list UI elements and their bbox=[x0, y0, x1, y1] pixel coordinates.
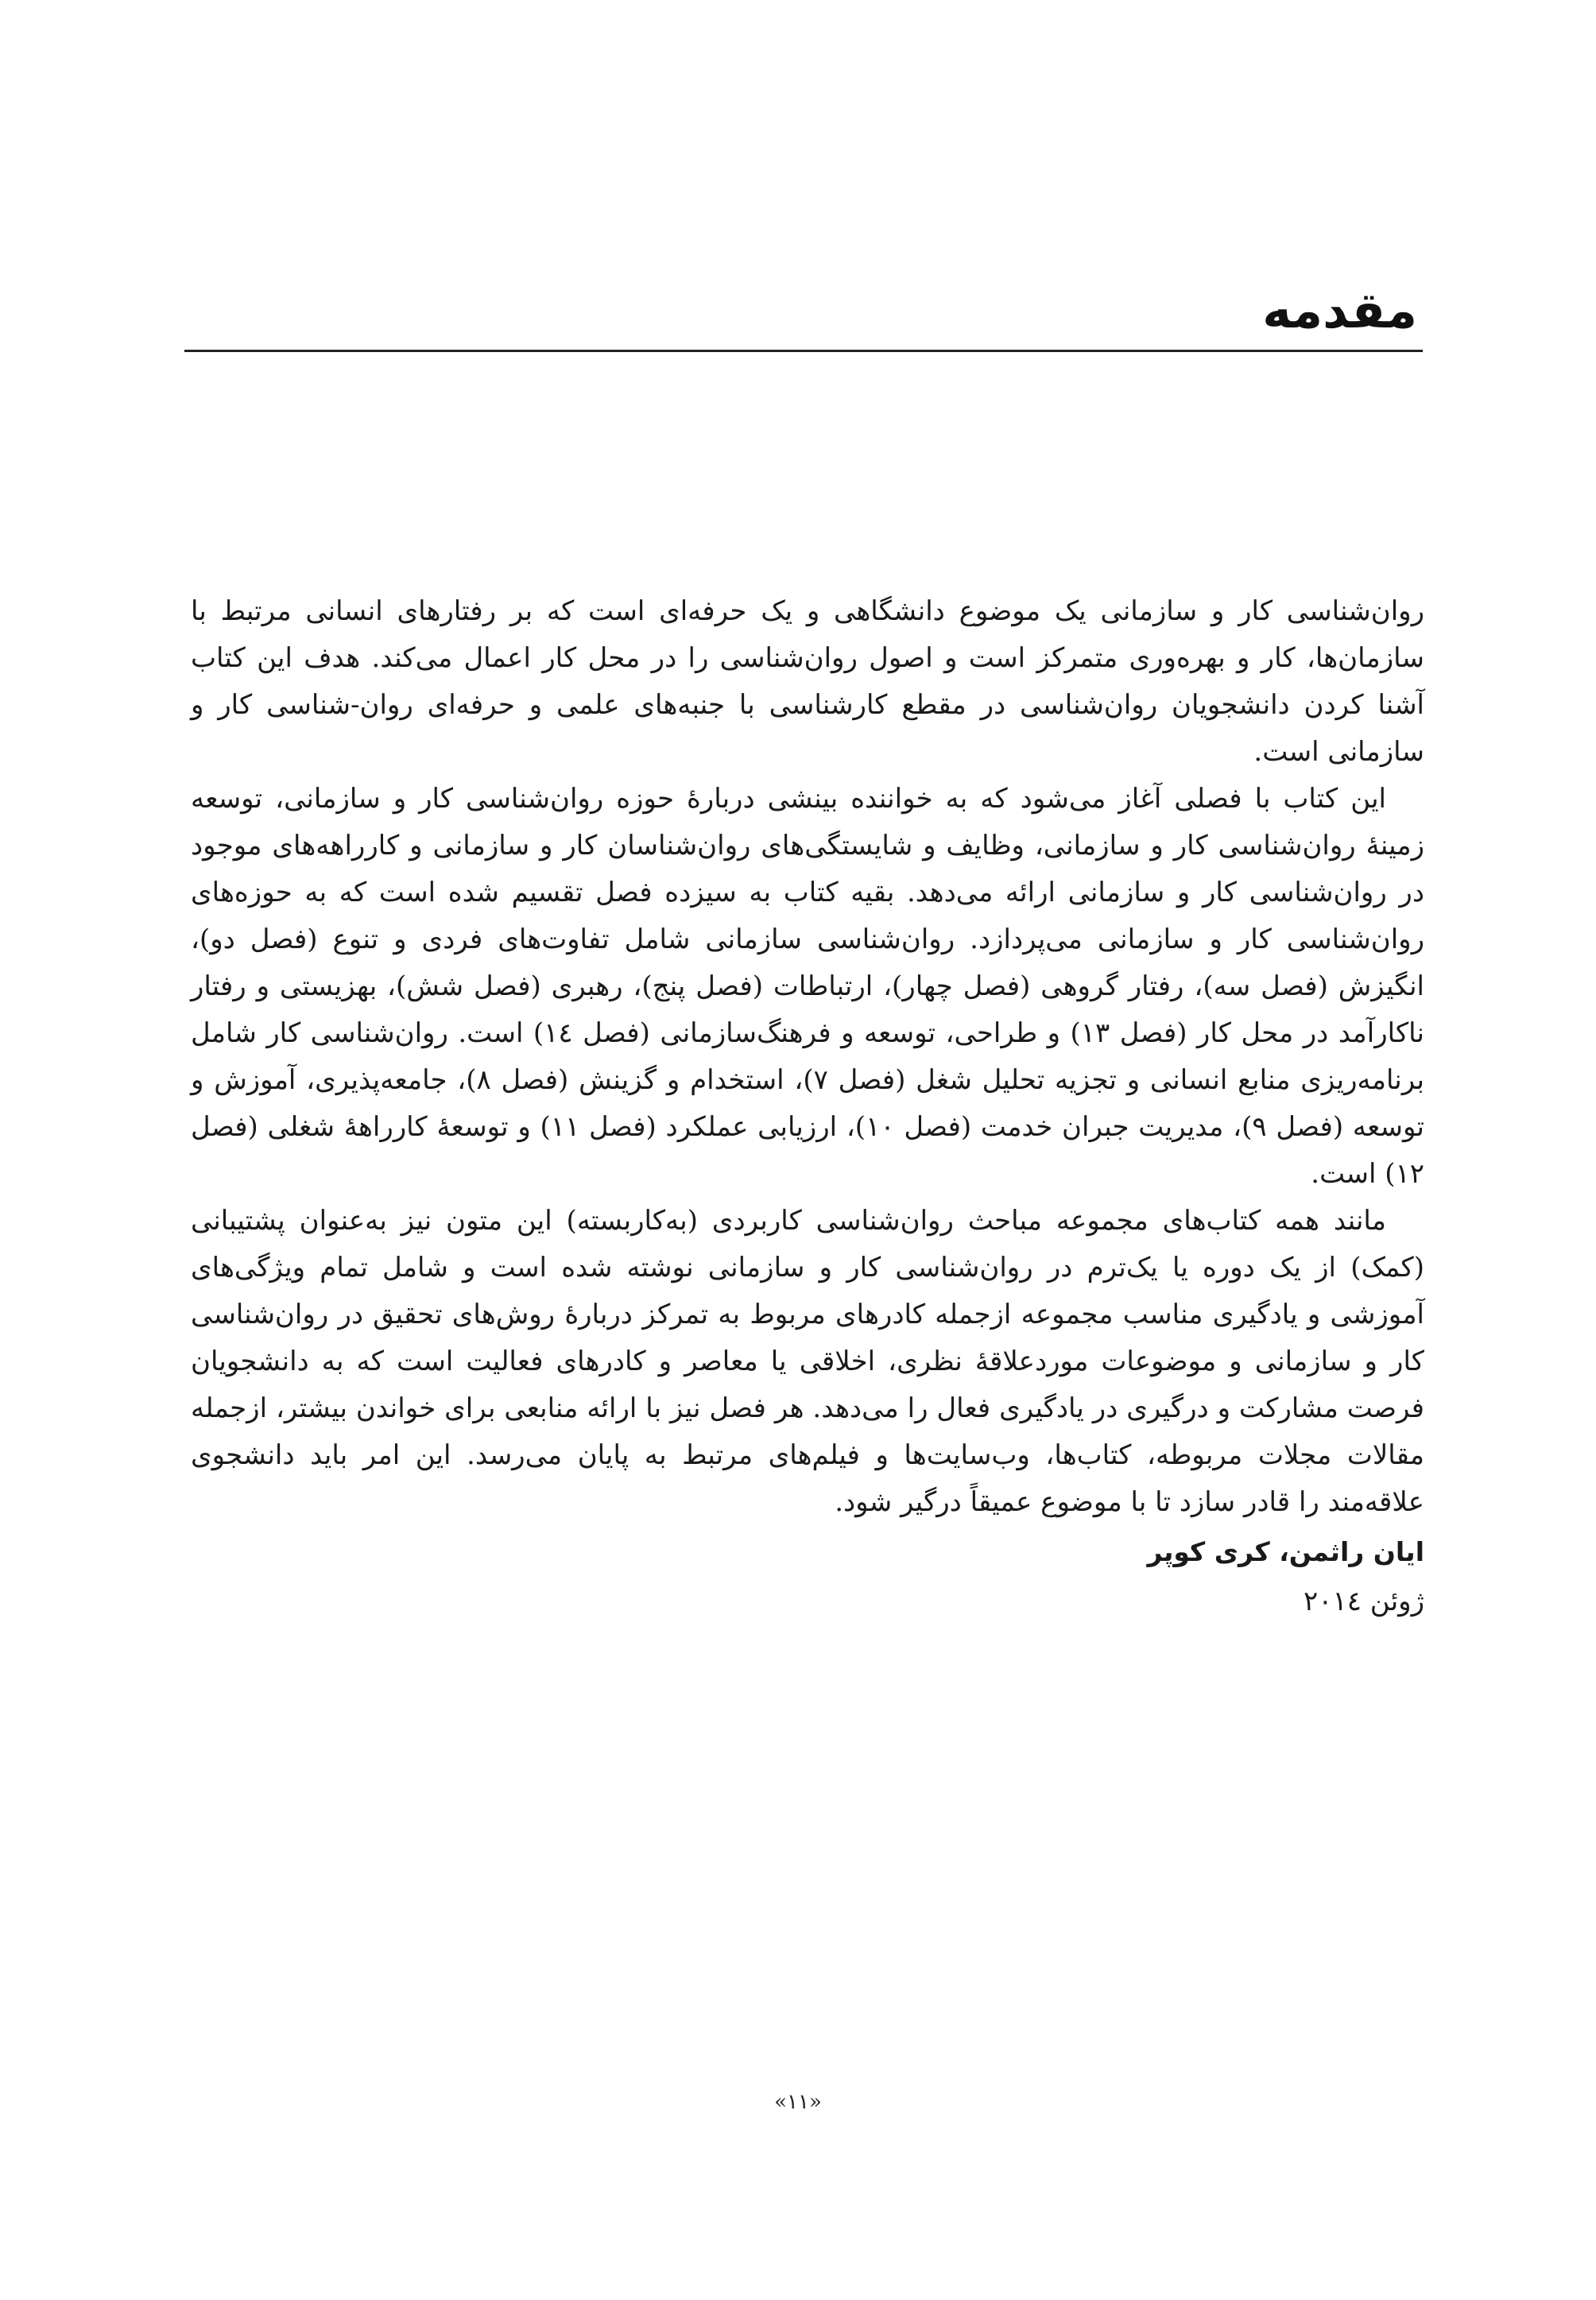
signature-date: ژوئن ٢٠١٤ bbox=[1303, 1586, 1424, 1617]
author-signature: ایان راثمن، کری کوپر bbox=[1147, 1536, 1424, 1567]
preface-paragraph-2: این کتاب با فصلی آغاز می‌شود که به خواننده بینشی دربارهٔ حوزه روان‌شناسی کار و سازمانی، توسعه زمینهٔ روان‌شناسی کار و سازمانی، وظایف و شایستگی‌های روان‌شناسان کار و سازمانی و کارراهه‌های موجود در روان‌شناسی کار و سازمانی ارائه می‌دهد. بقیه کتاب به سیزده فصل تقسیم شده است که به حوزه‌های روان‌شناسی کار و سازمانی می‌پردازد. روان‌شناسی سازمانی شامل تفاوت‌های فردی و تنوع (فصل دو)، انگیزش (فصل سه)، رفتار گروهی (فصل چهار)، ارتباطات (فصل پنج)، رهبری (فصل شش)، بهزیستی و رفتار ناکارآمد در محل کار (فصل ۱۳) و طراحی، توسعه و فرهنگ‌سازمانی (فصل ١٤) است. روان‌شناسی کار شامل برنامه‌ریزی منابع انسانی و تجزیه تحلیل شغل (فصل ۷)، استخدام و گزینش (فصل ۸)، جامعه‌پذیری، آموزش و توسعه (فصل ۹)، مدیریت جبران خدمت (فصل ۱۰)، ارزیابی عملکرد (فصل ۱۱) و توسعهٔ کارراههٔ شغلی (فصل ۱۲) است. bbox=[191, 783, 1424, 1190]
chapter-title: مقدمه bbox=[1262, 281, 1417, 339]
title-divider bbox=[184, 350, 1423, 352]
preface-body bbox=[191, 588, 1424, 1626]
page-number: «۱۱» bbox=[774, 2090, 822, 2114]
preface-paragraph-3: مانند همه کتاب‌های مجموعه مباحث روان‌شناسی کاربردی (به‌کاربسته) این متون نیز به‌عنوان پشتیبانی (کمک) از یک دوره یا یک‌ترم در روان‌شناسی کار و سازمانی نوشته شده است و شامل تمام ویژگی‌های آموزشی و یادگیری مناسب مجموعه ازجمله کادرهای مربوط به تمرکز دربارهٔ روش‌های تحقیق در روان‌شناسی کار و سازمانی و موضوعات موردعلاقهٔ نظری، اخلاقی یا معاصر و کادرهای فعالیت است که به دانشجویان فرصت مشارکت و درگیری در یادگیری فعال را می‌دهد. هر فصل نیز با ارائه منابعی برای خواندن بیشتر، ازجمله مقالات مجلات مربوطه، کتاب‌ها، وب‌سایت‌ها و فیلم‌های مرتبط به پایان می‌رسد. این امر باید دانشجوی علاقه‌مند را قادر سازد تا با موضوع عمیقاً درگیر شود. bbox=[191, 1205, 1424, 1518]
preface-paragraph-1: روان‌شناسی کار و سازمانی یک موضوع دانشگاهی و یک حرفه‌ای است که بر رفتارهای انسانی مرتبط با سازمان‌ها، کار و بهره‌وری متمرکز است و اصول روان‌شناسی را در محل کار اعمال می‌کند. هدف این کتاب آشنا کردن دانشجویان روان‌شناسی در مقطع کارشناسی با جنبه‌های علمی و حرفه‌ای روان-شناسی کار و سازمانی است. bbox=[191, 595, 1424, 768]
